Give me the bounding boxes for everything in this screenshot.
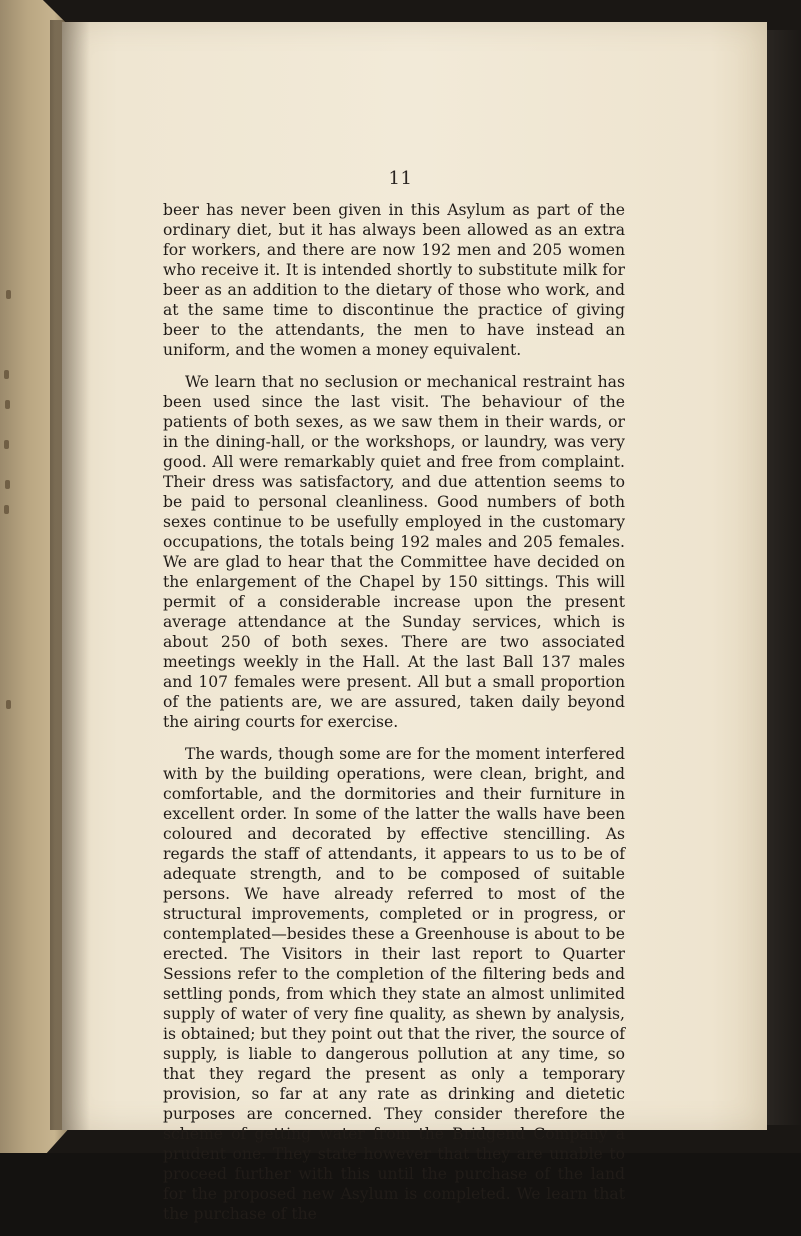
page-number: 11 xyxy=(388,168,413,189)
margin-marks xyxy=(0,280,20,720)
paragraph-2: We learn that no seclusion or mechanical restraint has been used since the last visit. The behaviour of the patients of both sexes, as we saw them in their wards, or in the dining-hall, or the workshops, or laundry, was very good. All were remarkably quiet and free from complaint. Their dress was satisfactory, and due attention seems to be paid to personal cleanliness. Good numbers of both sexes continue to be usefully employed in the customary occupations, the totals being 192 males and 205 females. We are glad to hear that the Committee have decided on the enlargement of the Chapel by 150 sittings. This will permit of a considerable increase upon the present average attendance at the Sunday services, which is about 250 of both sexes. There are two associated meetings weekly in the Hall. At the last Ball 137 males and 107 females were present. All but a small proportion of the patients are, we are assured, taken daily beyond the airing courts for exercise. xyxy=(163,373,625,731)
paragraph-1: beer has never been given in this Asylum as part of the ordinary diet, but it has always been allowed as an extra for workers, and there are now 192 men and 205 women who receive it. It is intended shortly to substitute milk for beer as an addition to the dietary of those who work, and at the same time to discontinue the practice of giving beer to the attendants, the men to have instead an uniform, and the women a money equivalent. xyxy=(163,201,625,359)
page-edge-shadow xyxy=(767,30,801,1125)
body-text xyxy=(163,200,625,1236)
paragraph-3: The wards, though some are for the moment interfered with by the building operations, were clean, bright, and comfortable, and the dormitories and their furniture in excellent order. In some of the latter the walls have been coloured and decorated by effective stencilling. As regards the staff of attendants, it appears to us to be of adequate strength, and to be composed of suitable persons. We have already referred to most of the structural improvements, completed or in progress, or contemplated—besides these a Greenhouse is about to be erected. The Visitors in their last report to Quarter Sessions refer to the completion of the filtering beds and settling ponds, from which they state an almost unlimited supply of water of very fine quality, as shewn by analysis, is obtained; but they point out that the river, the source of supply, is liable to dangerous pollution at any time, so that they regard the present as only a temporary provision, so far at any rate as drinking and dietetic purposes are concerned. They consider therefore the scheme of getting water from the Bridgend Company a prudent one. They state however that they are unable to proceed further with this until the purchase of the land for the proposed new Asylum is completed. We learn that the purchase of the xyxy=(163,745,625,1223)
